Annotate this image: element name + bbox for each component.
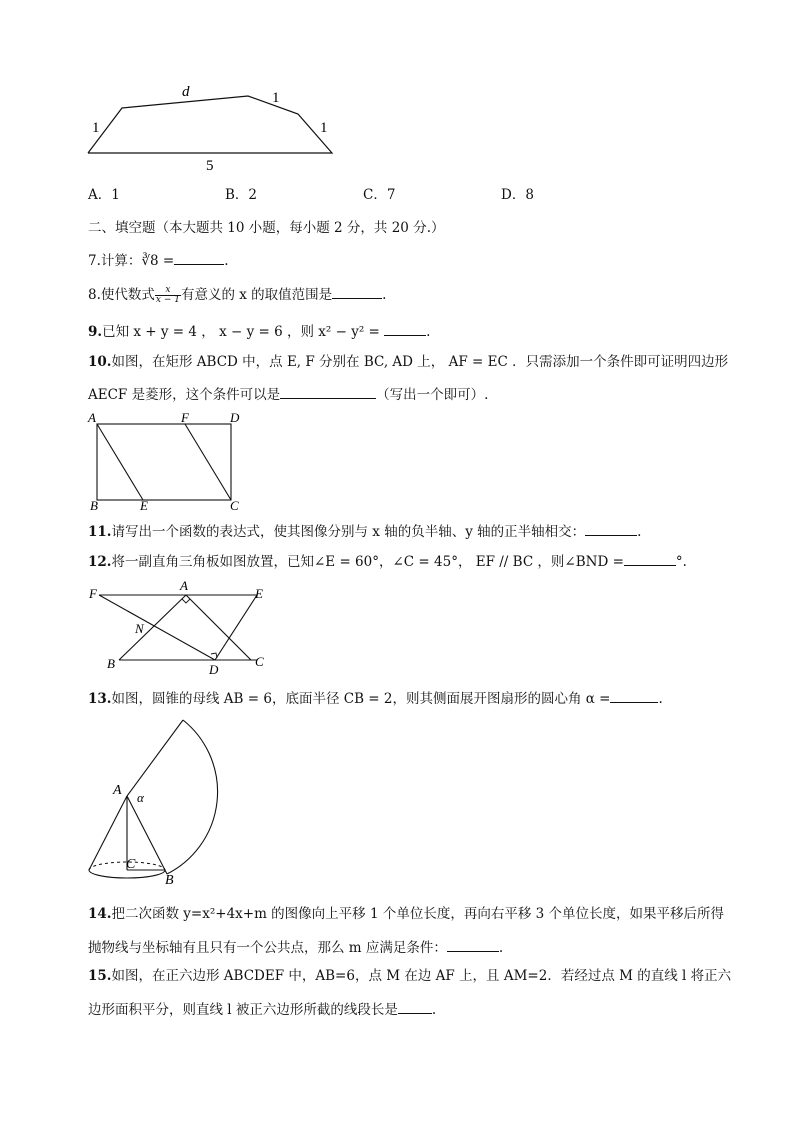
question-15-line1: 15.如图，在正六边形 ABCDEF 中，AB=6，点 M 在边 AF 上，且 AM=2．若经过点 M 的直线 l 将正六 — [88, 968, 732, 984]
segment-fd — [99, 595, 215, 660]
label-b: B — [90, 498, 98, 512]
question-8: 8.使代数式 $\frac{x}{x - 1}$ 有意义的 x 的取值范围是 . — [88, 285, 387, 305]
label-c: C — [230, 498, 239, 512]
label-1-right: 1 — [320, 120, 328, 136]
q14-number: 14. — [88, 906, 112, 922]
right-angle-d — [211, 653, 217, 658]
q15-number: 15. — [88, 968, 112, 984]
label-d: D — [230, 410, 240, 425]
question-10-line1: 10.如图，在矩形 ABCD 中，点 E, F 分别在 BC, AD 上， AF = EC ．只需添加一个条件即可证明四边形 — [88, 354, 729, 370]
sector-radius — [127, 720, 183, 796]
q10-rectangle-figure — [85, 408, 255, 512]
q7-number: 7. — [88, 253, 101, 269]
label-5: 5 — [206, 158, 214, 174]
question-14-line1: 14.把二次函数 y=x²+4x+m 的图像向上平移 1 个单位长度，再向右平移 3 个单位长度，如果平移后所得 — [88, 906, 725, 922]
question-15-line2: 边形面积平分，则直线 l 被正六边形所截的线段长是 . — [88, 999, 436, 1019]
rectangle-abcd — [97, 424, 231, 500]
label-a: A — [88, 410, 96, 425]
question-14-line2: 抛物线与坐标轴有且只有一个公共点，那么 m 应满足条件： . — [88, 937, 503, 957]
pentagon-outline — [88, 96, 332, 153]
label-c: C — [255, 654, 264, 669]
q13-answer-blank[interactable] — [610, 688, 658, 703]
option-b: B．2 — [225, 187, 258, 203]
label-c: C — [126, 857, 136, 872]
q12-answer-blank[interactable] — [624, 551, 676, 566]
segment-ac — [186, 595, 251, 660]
q8-answer-blank[interactable] — [332, 284, 382, 299]
cone-left-generatrix — [89, 796, 127, 870]
question-12: 12.将一副直角三角板如图放置，已知∠E = 60°，∠C = 45°， EF // BC ，则∠BND = °. — [88, 551, 687, 571]
q14-answer-blank[interactable] — [447, 937, 499, 952]
q11-answer-blank[interactable] — [585, 521, 637, 536]
label-e: E — [255, 586, 263, 601]
question-10-line2: AECF 是菱形，这个条件可以是 （写出一个即可）. — [88, 384, 488, 404]
option-c: C．7 — [363, 187, 396, 203]
q8-fraction: $\frac{x}{x - 1}$ — [155, 285, 180, 305]
label-b: B — [165, 873, 174, 888]
right-angle-a — [182, 599, 190, 603]
q15-answer-blank[interactable] — [398, 999, 432, 1014]
label-1-left: 1 — [92, 120, 100, 136]
q7-answer-blank[interactable] — [174, 250, 224, 265]
label-e: E — [140, 498, 148, 512]
q9-answer-blank[interactable] — [384, 321, 426, 336]
q10-number: 10. — [88, 354, 112, 370]
q9-text: 已知 x + y = 4 ， x − y = 6 ，则 x² − y² = — [102, 324, 385, 340]
option-d: D．8 — [501, 187, 534, 203]
segment-ba — [119, 595, 186, 660]
label-d: d — [182, 84, 190, 100]
q12-triangles-figure — [85, 576, 285, 676]
segment-ae — [97, 424, 143, 500]
label-a: A — [113, 783, 122, 798]
sector-arc — [167, 720, 218, 874]
q11-number: 11. — [88, 524, 112, 540]
q12-number: 12. — [88, 554, 112, 570]
question-9: 9.已知 x + y = 4 ， x − y = 6 ，则 x² − y² = . — [88, 321, 430, 341]
q13-cone-figure — [80, 712, 230, 890]
q13-number: 13. — [88, 691, 112, 707]
label-alpha: α — [137, 790, 144, 805]
label-b: B — [107, 656, 115, 671]
q10-answer-blank[interactable] — [280, 384, 376, 399]
q9-number: 9. — [88, 324, 103, 340]
label-d: D — [209, 662, 219, 676]
question-7: 7.计算：∛8 = . — [88, 250, 228, 270]
label-f: F — [89, 586, 97, 601]
label-1-top: 1 — [272, 90, 280, 106]
option-a: A．1 — [88, 187, 120, 203]
label-a: A — [180, 578, 188, 593]
question-13: 13.如图，圆锥的母线 AB = 6，底面半径 CB = 2，则其侧面展开图扇形的圆心角 α = . — [88, 688, 663, 708]
label-f: F — [181, 410, 189, 425]
label-n: N — [135, 621, 144, 636]
q7-text: 计算：∛8 = — [100, 253, 175, 269]
segment-de — [215, 595, 257, 660]
q6-pentagon-figure — [80, 82, 350, 182]
section-header: 二、填空题（本大题共 10 小题，每小题 2 分，共 20 分.） — [88, 220, 445, 236]
q8-number: 8. — [88, 287, 101, 303]
question-11: 11.请写出一个函数的表达式，使其图像分别与 x 轴的负半轴、y 轴的正半轴相交： . — [88, 521, 641, 541]
segment-fc — [185, 424, 231, 500]
